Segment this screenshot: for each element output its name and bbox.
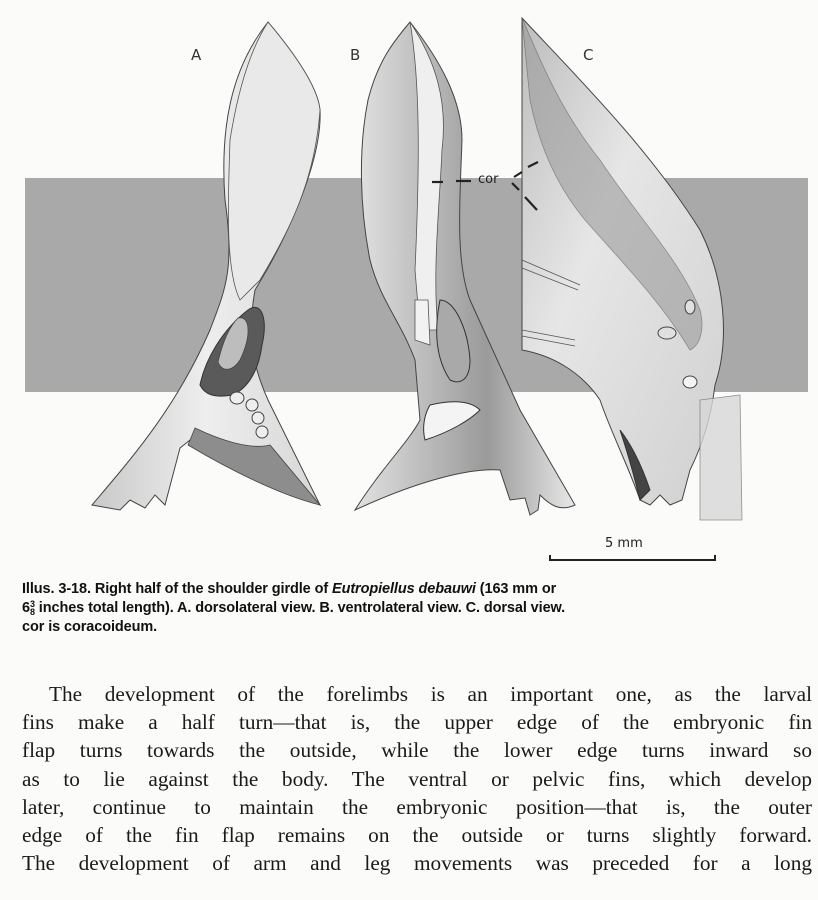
body-line: fins make a half turn—that is, the upper edge of the embryonic fin	[22, 710, 812, 735]
scale-bar	[550, 555, 715, 561]
panel-label-a: A	[191, 46, 202, 64]
figure-caption	[22, 580, 812, 637]
figure-a-dorsolateral	[92, 22, 320, 510]
figure-c-dorsal	[522, 18, 742, 520]
cor-annotation: cor	[478, 172, 499, 187]
body-line: The development of the forelimbs is an important one, as the larval	[49, 682, 812, 706]
fraction-numerator: 3	[29, 599, 35, 610]
caption-lead: Illus. 3-18. Right half of the shoulder girdle of	[22, 581, 332, 597]
caption-mid1: (163 mm or	[475, 581, 557, 597]
fraction-denominator: 8	[29, 607, 35, 618]
panel-label-b: B	[350, 46, 361, 64]
caption-whole-number: 6	[22, 600, 30, 616]
body-line: as to lie against the body. The ventral or pelvic fins, which develop	[22, 766, 812, 791]
caption-mid2: inches total length). A. dorsolateral view. B. ventrolateral view. C. dorsal view.	[34, 600, 566, 616]
body-line: flap turns towards the outside, while the lower edge turns inward so	[22, 738, 812, 763]
scale-bar-label: 5 mm	[605, 536, 643, 551]
body-line: later, continue to maintain the embryonic position—that is, the outer	[22, 794, 812, 819]
caption-species: Eutropiellus debauwi	[332, 581, 476, 597]
body-paragraph	[22, 680, 812, 877]
caption-last: cor is coracoideum.	[22, 619, 158, 635]
body-line: The development of arm and leg movements was preceded for a long	[22, 851, 812, 876]
panel-label-c: C	[583, 46, 594, 64]
body-line: edge of the fin flap remains on the outside or turns slightly forward.	[22, 823, 812, 848]
